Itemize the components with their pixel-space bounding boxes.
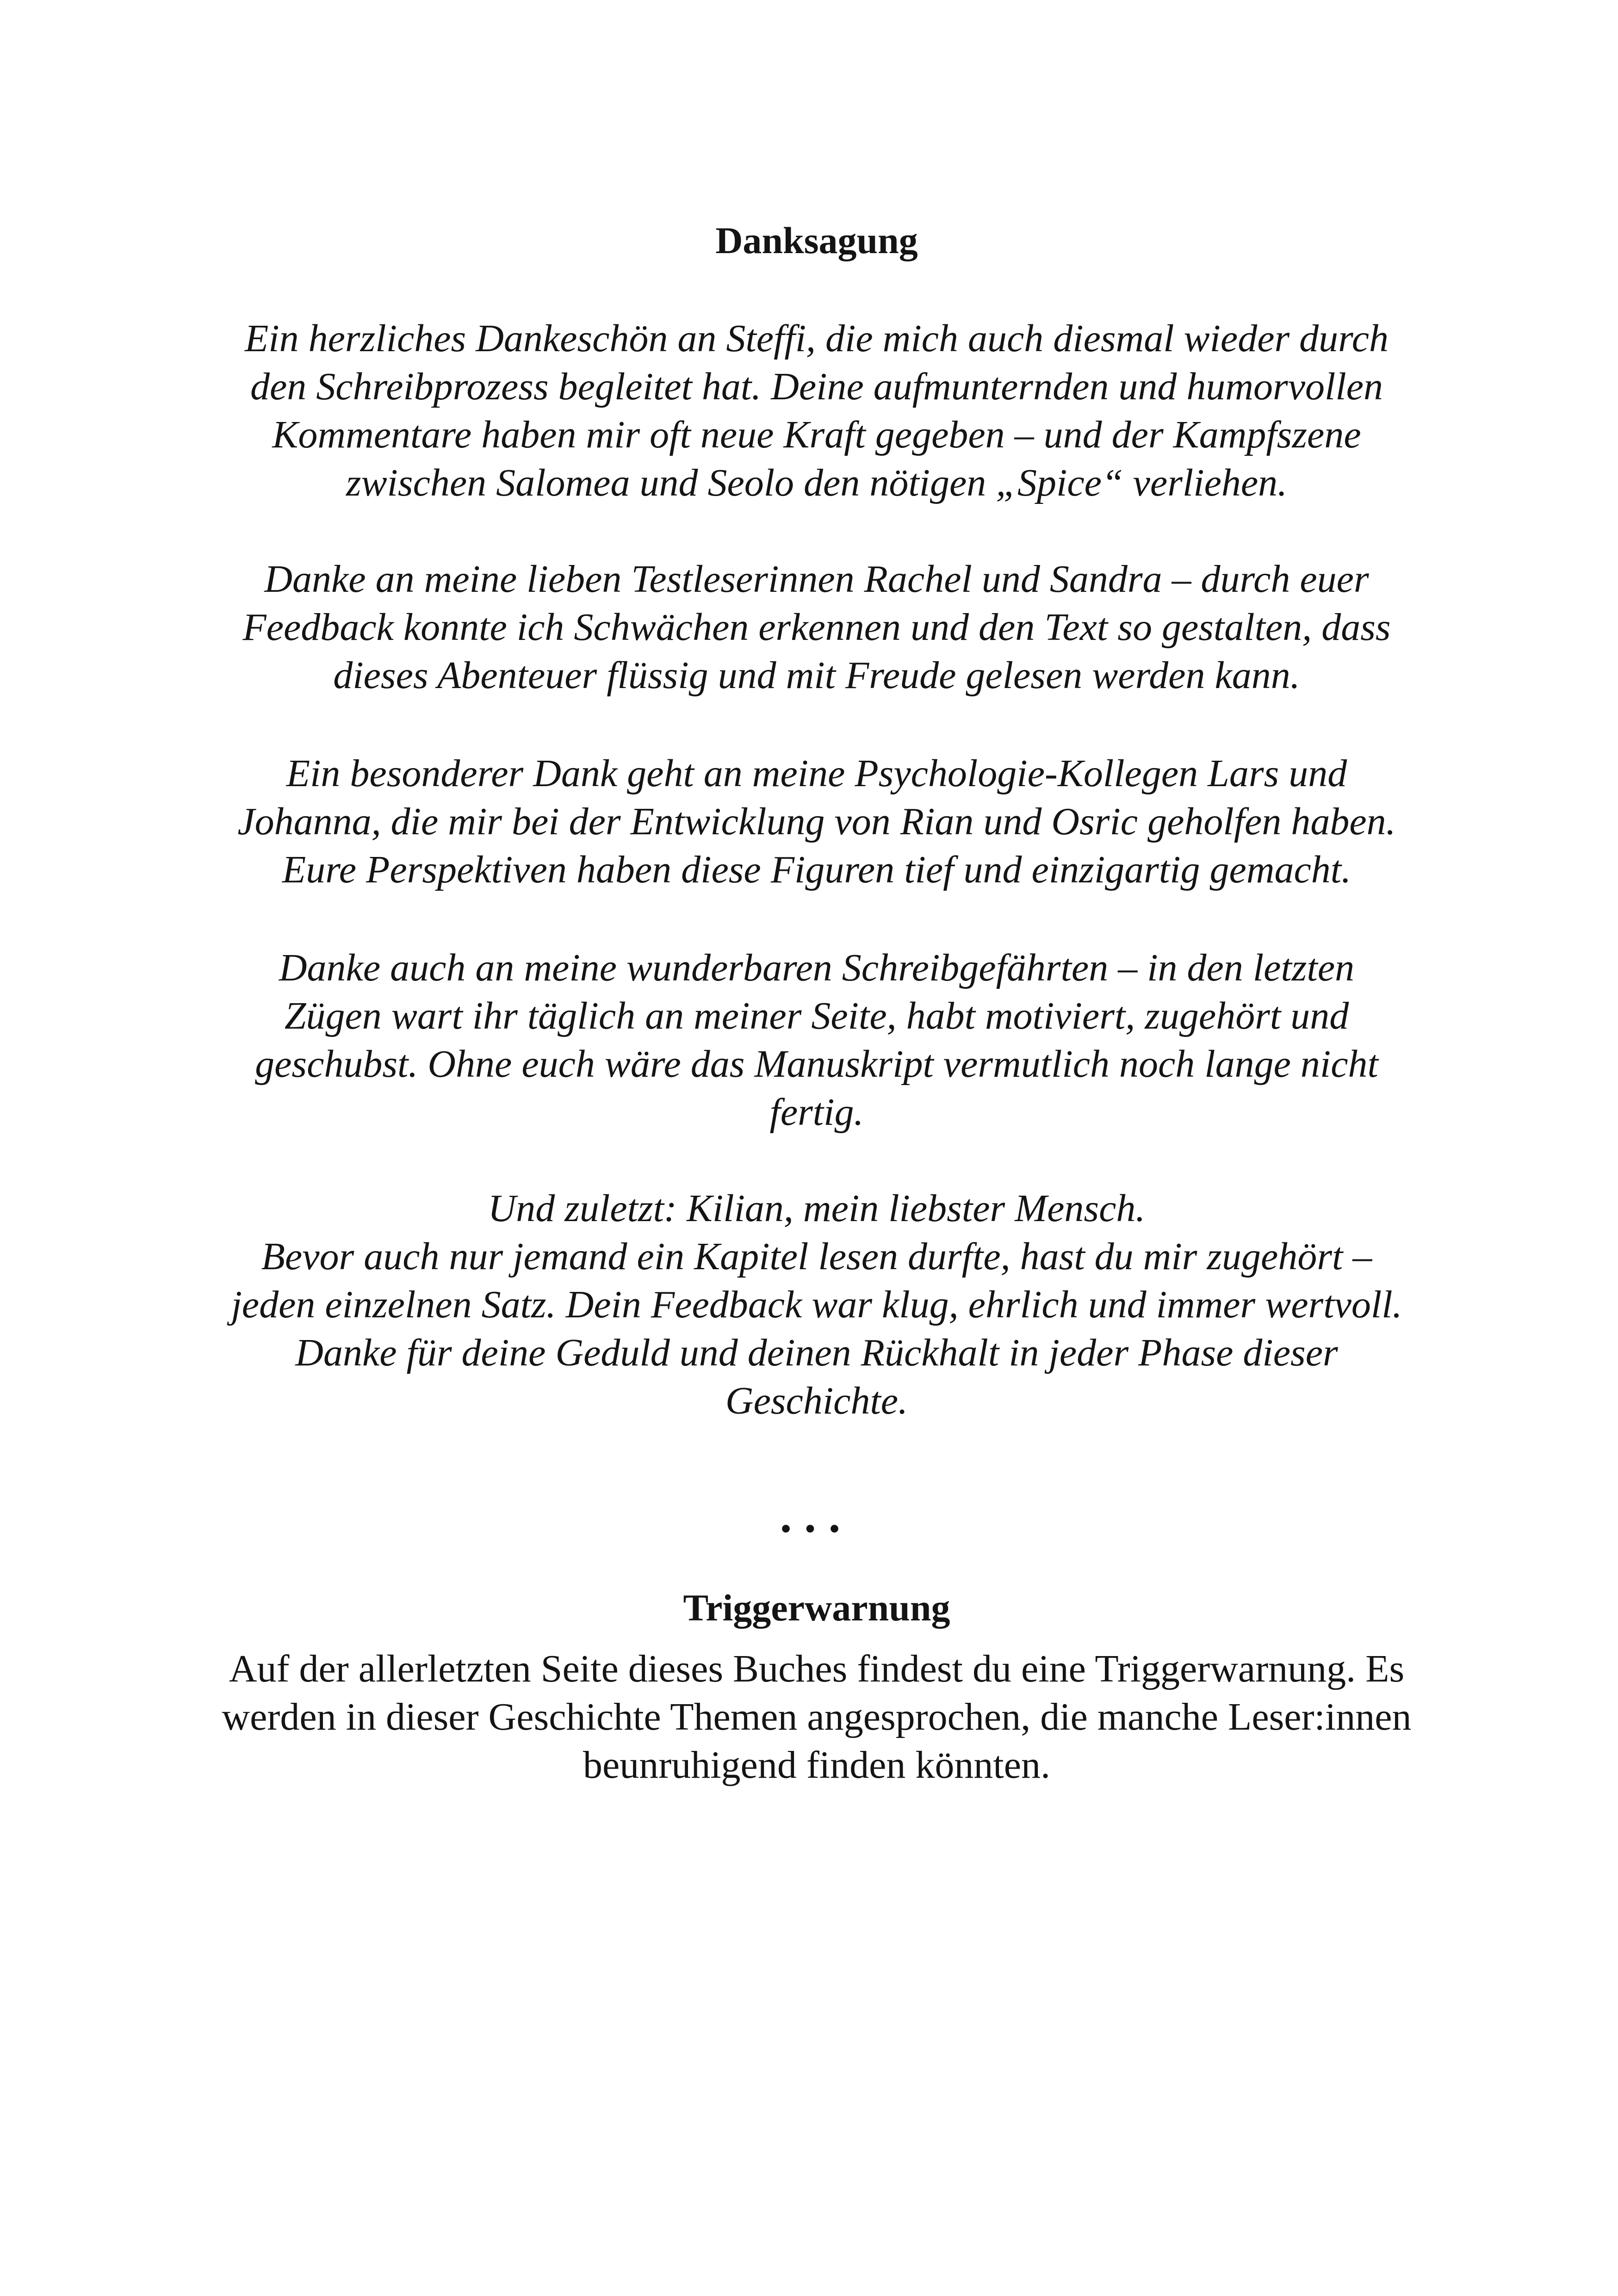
section-separator: ••• (780, 1511, 853, 1547)
acknowledgements-heading: Danksagung (715, 219, 918, 261)
book-page (185, 0, 1448, 2296)
trigger-warning-heading: Triggerwarnung (683, 1587, 950, 1629)
acknowledgements-paragraph-colleagues: Ein besonderer Dank geht an meine Psychologie-Kollegen Lars und Johanna, die mir bei der Entwicklung von Rian und Osric geholfen haben. Eure Perspektiven haben diese Figuren tief und einzigartig gemacht. (237, 752, 1396, 891)
acknowledgements-paragraph-steffi: Ein herzliches Dankeschön an Steffi, die mich auch diesmal wieder durch den Schreibprozess begleitet hat. Deine aufmunternden und humorvollen Kommentare haben mir oft neue Kraft gegeben – und der Kampfszene zwischen Salomea und Seolo den nötigen „Spice“ verliehen. (244, 317, 1389, 504)
acknowledgements-paragraph-writing-companions: Danke auch an meine wunderbaren Schreibgefährten – in den letzten Zügen wart ihr täglich an meiner Seite, habt motiviert, zugehört und geschubst. Ohne euch wäre das Manuskript vermutlich noch lange nicht fertig. (255, 946, 1378, 1134)
trigger-warning-text: Auf der allerletzten Seite dieses Buches findest du eine Triggerwarnung. Es werden in dieser Geschichte Themen angesprochen, die manche Leser:innen beunruhigend finden könnten. (222, 1647, 1412, 1787)
acknowledgements-paragraph-test-readers: Danke an meine lieben Testleserinnen Rachel und Sandra – durch euer Feedback konnte ich Schwächen erkennen und den Text so gestalten, dass dieses Abenteuer flüssig und mit Freude gelesen werden kann. (242, 558, 1391, 697)
acknowledgements-paragraph-kilian: Und zuletzt: Kilian, mein liebster Mensch. Bevor auch nur jemand ein Kapitel lesen durfte, hast du mir zugehört – jeden einzelnen Satz. Dein Feedback war klug, ehrlich und immer wertvoll. Danke für deine Geduld und deinen Rückhalt in jeder Phase dieser Geschichte. (231, 1187, 1402, 1422)
